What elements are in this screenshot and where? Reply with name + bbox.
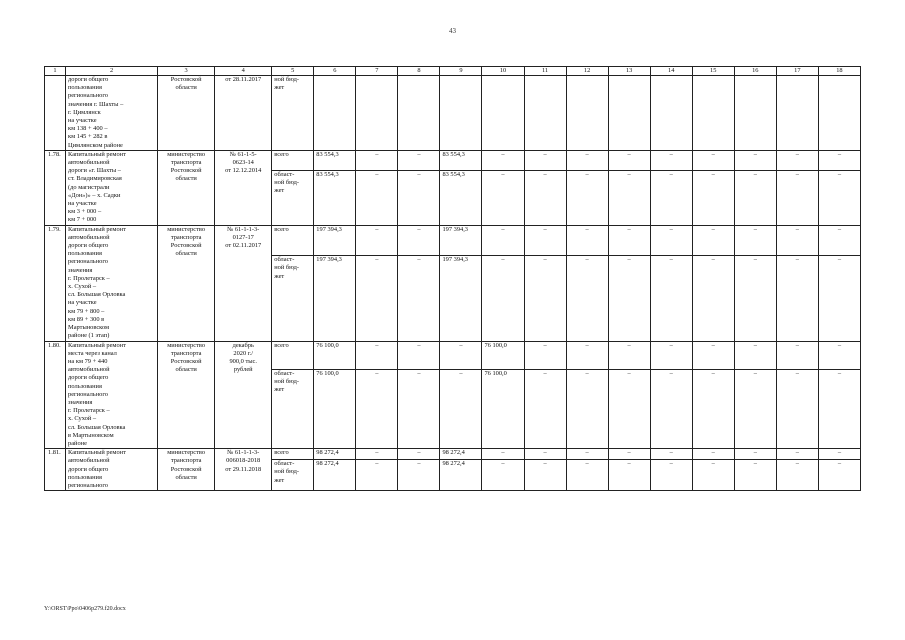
funding-source: всего [272, 341, 314, 369]
column-header-10: 10 [482, 67, 524, 76]
amount-cell-col-15: – [692, 150, 734, 170]
amount-cell-col-6: 83 554,3 [314, 170, 356, 225]
amount-cell-col-12: – [566, 460, 608, 491]
amount-cell-col-18: – [818, 225, 860, 256]
amount-cell-col-11: – [524, 341, 566, 369]
amount-cell-col-8: – [398, 369, 440, 448]
object-name: Капитальный ремонт места через канал на км 79 + 440 автомобильной дороги общего пользования регионального значения г. Пролетарск – х. Сухой – сл. Большая Орловка в Мартыновском районе [66, 341, 158, 449]
amount-cell-col-6: 197 394,3 [314, 256, 356, 341]
column-header-8: 8 [398, 67, 440, 76]
amount-cell-col-6 [314, 76, 356, 151]
amount-cell-col-14: – [650, 150, 692, 170]
funding-source: област- ной бюд- жет [272, 369, 314, 448]
amount-cell-col-14: – [650, 225, 692, 256]
amount-cell-col-14: – [650, 341, 692, 369]
amount-cell-col-10: 76 100,0 [482, 369, 524, 448]
amount-cell-col-11: – [524, 369, 566, 448]
column-header-15: 15 [692, 67, 734, 76]
program-table [44, 66, 861, 491]
amount-cell-col-12: – [566, 225, 608, 256]
amount-cell-col-10: – [482, 150, 524, 170]
funding-source: област- ной бюд- жет [272, 460, 314, 491]
amount-cell-col-12: – [566, 150, 608, 170]
column-header-6: 6 [314, 67, 356, 76]
amount-cell-col-10: – [482, 449, 524, 460]
amount-cell-col-6: 98 272,4 [314, 460, 356, 491]
column-header-18: 18 [818, 67, 860, 76]
page-number: 43 [449, 27, 456, 35]
object-name: Капитальный ремонт автомобильной дороги общего пользования регионального [66, 449, 158, 491]
amount-cell-col-13: – [608, 341, 650, 369]
amount-cell-col-8: – [398, 460, 440, 491]
amount-cell-col-14: – [650, 369, 692, 448]
amount-cell-col-7 [356, 76, 398, 151]
amount-cell-col-16: – [734, 341, 776, 369]
amount-cell-col-11: – [524, 460, 566, 491]
amount-cell-col-16: – [734, 460, 776, 491]
amount-cell-col-15: – [692, 225, 734, 256]
row-number: 1.78. [45, 150, 66, 225]
column-header-4: 4 [215, 67, 272, 76]
amount-cell-col-7: – [356, 369, 398, 448]
amount-cell-col-10: – [482, 225, 524, 256]
amount-cell-col-17: – [776, 170, 818, 225]
amount-cell-col-11: – [524, 225, 566, 256]
amount-cell-col-16: – [734, 256, 776, 341]
amount-cell-col-13 [608, 76, 650, 151]
customer-org: министерство транспорта Ростовской области [158, 225, 215, 341]
amount-cell-col-16: – [734, 369, 776, 448]
amount-cell-col-12: – [566, 256, 608, 341]
amount-cell-col-13: – [608, 256, 650, 341]
amount-cell-col-15: – [692, 449, 734, 460]
amount-cell-col-13: – [608, 225, 650, 256]
table-row [45, 76, 861, 151]
amount-cell-col-7: – [356, 170, 398, 225]
row-number: 1.79. [45, 225, 66, 341]
column-header-16: 16 [734, 67, 776, 76]
amount-cell-col-8: – [398, 170, 440, 225]
amount-cell-col-9: – [440, 341, 482, 369]
amount-cell-col-17: – [776, 225, 818, 256]
amount-cell-col-18 [818, 76, 860, 151]
amount-cell-col-14: – [650, 256, 692, 341]
funding-source: област- ной бюд- жет [272, 170, 314, 225]
amount-cell-col-7: – [356, 341, 398, 369]
file-path-footer: Y:\ORST\Ppo\0406p279.f20.docx [44, 606, 126, 612]
row-number: 1.80. [45, 341, 66, 449]
program-table-container[interactable] [44, 66, 861, 601]
amount-cell-col-11: – [524, 256, 566, 341]
amount-cell-col-7: – [356, 449, 398, 460]
amount-cell-col-8 [398, 76, 440, 151]
column-header-13: 13 [608, 67, 650, 76]
amount-cell-col-18: – [818, 460, 860, 491]
amount-cell-col-7: – [356, 460, 398, 491]
funding-source: всего [272, 449, 314, 460]
funding-source: област- ной бюд- жет [272, 256, 314, 341]
design-estimate-doc: от 28.11.2017 [215, 76, 272, 151]
amount-cell-col-14 [650, 76, 692, 151]
customer-org: министерство транспорта Ростовской области [158, 150, 215, 225]
amount-cell-col-16: – [734, 225, 776, 256]
column-header-12: 12 [566, 67, 608, 76]
funding-source: всего [272, 150, 314, 170]
amount-cell-col-17: – [776, 460, 818, 491]
amount-cell-col-13: – [608, 460, 650, 491]
amount-cell-col-11: – [524, 170, 566, 225]
amount-cell-col-18: – [818, 256, 860, 341]
amount-cell-col-9: 98 272,4 [440, 449, 482, 460]
column-header-17: 17 [776, 67, 818, 76]
amount-cell-col-7: – [356, 225, 398, 256]
design-estimate-doc: № 61-1-1-3- 0127-17 от 02.11.2017 [215, 225, 272, 341]
amount-cell-col-17: – [776, 256, 818, 341]
amount-cell-col-12 [566, 76, 608, 151]
amount-cell-col-9: 83 554,3 [440, 170, 482, 225]
amount-cell-col-18: – [818, 170, 860, 225]
amount-cell-col-10: – [482, 256, 524, 341]
design-estimate-doc: № 61-1-1-3- 006018-2018 от 29.11.2018 [215, 449, 272, 491]
amount-cell-col-11: – [524, 150, 566, 170]
amount-cell-col-9 [440, 76, 482, 151]
table-row [45, 150, 861, 170]
object-name: Капитальный ремонт автомобильной дороги общего пользования регионального значения г. Пролетарск – х. Сухой – сл. Большая Орловка на участке км 79 + 800 – км 89 + 300 в Мартыновском районе (1 этап) [66, 225, 158, 341]
amount-cell-col-9: 197 394,3 [440, 225, 482, 256]
funding-source: ной бюд- жет [272, 76, 314, 151]
column-header-1: 1 [45, 67, 66, 76]
amount-cell-col-15: – [692, 369, 734, 448]
amount-cell-col-12: – [566, 170, 608, 225]
design-estimate-doc: № 61-1-5- 0623-14 от 12.12.2014 [215, 150, 272, 225]
amount-cell-col-17: – [776, 341, 818, 369]
amount-cell-col-17: – [776, 369, 818, 448]
amount-cell-col-12: – [566, 449, 608, 460]
amount-cell-col-13: – [608, 369, 650, 448]
column-header-3: 3 [158, 67, 215, 76]
amount-cell-col-15: – [692, 460, 734, 491]
amount-cell-col-11: – [524, 449, 566, 460]
design-estimate-doc: декабрь 2020 г./ 900,0 тыс. рублей [215, 341, 272, 449]
header-row [45, 67, 861, 76]
amount-cell-col-17 [776, 76, 818, 151]
amount-cell-col-16 [734, 76, 776, 151]
amount-cell-col-6: 83 554,3 [314, 150, 356, 170]
amount-cell-col-17: – [776, 150, 818, 170]
amount-cell-col-18: – [818, 369, 860, 448]
amount-cell-col-13: – [608, 170, 650, 225]
object-name: Капитальный ремонт автомобильной дороги «г. Шахты – ст. Владимировская (до магистрали «Дон»)» – х. Садки на участке км 3 + 000 – км 7 + 000 [66, 150, 158, 225]
amount-cell-col-10: 76 100,0 [482, 341, 524, 369]
amount-cell-col-15: – [692, 341, 734, 369]
amount-cell-col-10: – [482, 170, 524, 225]
amount-cell-col-8: – [398, 341, 440, 369]
amount-cell-col-13: – [608, 449, 650, 460]
amount-cell-col-6: 197 394,3 [314, 225, 356, 256]
column-header-11: 11 [524, 67, 566, 76]
amount-cell-col-14: – [650, 460, 692, 491]
amount-cell-col-6: 76 100,0 [314, 341, 356, 369]
amount-cell-col-18: – [818, 150, 860, 170]
amount-cell-col-18: – [818, 341, 860, 369]
funding-source: всего [272, 225, 314, 256]
amount-cell-col-8: – [398, 256, 440, 341]
object-name: дороги общего пользования регионального значения г. Шахты – г. Цимлянск на участке км 138 + 400 – км 145 + 282 в Цимлянском районе [66, 76, 158, 151]
customer-org: министерство транспорта Ростовской области [158, 341, 215, 449]
table-row [45, 341, 861, 369]
amount-cell-col-14: – [650, 170, 692, 225]
column-header-9: 9 [440, 67, 482, 76]
amount-cell-col-11 [524, 76, 566, 151]
column-header-2: 2 [66, 67, 158, 76]
amount-cell-col-6: 76 100,0 [314, 369, 356, 448]
amount-cell-col-9: – [440, 369, 482, 448]
amount-cell-col-12: – [566, 369, 608, 448]
table-body [45, 76, 861, 491]
amount-cell-col-10 [482, 76, 524, 151]
amount-cell-col-17: – [776, 449, 818, 460]
amount-cell-col-15 [692, 76, 734, 151]
column-header-5: 5 [272, 67, 314, 76]
table-row [45, 225, 861, 256]
row-number [45, 76, 66, 151]
amount-cell-col-16: – [734, 150, 776, 170]
amount-cell-col-8: – [398, 225, 440, 256]
column-header-14: 14 [650, 67, 692, 76]
amount-cell-col-7: – [356, 150, 398, 170]
amount-cell-col-9: 98 272,4 [440, 460, 482, 491]
amount-cell-col-15: – [692, 170, 734, 225]
customer-org: Ростовской области [158, 76, 215, 151]
amount-cell-col-13: – [608, 150, 650, 170]
amount-cell-col-16: – [734, 170, 776, 225]
amount-cell-col-16: – [734, 449, 776, 460]
table-row [45, 449, 861, 460]
amount-cell-col-9: 197 394,3 [440, 256, 482, 341]
amount-cell-col-6: 98 272,4 [314, 449, 356, 460]
amount-cell-col-12: – [566, 341, 608, 369]
amount-cell-col-9: 83 554,3 [440, 150, 482, 170]
amount-cell-col-14: – [650, 449, 692, 460]
amount-cell-col-8: – [398, 449, 440, 460]
amount-cell-col-8: – [398, 150, 440, 170]
amount-cell-col-7: – [356, 256, 398, 341]
row-number: 1.81. [45, 449, 66, 491]
column-header-7: 7 [356, 67, 398, 76]
amount-cell-col-18: – [818, 449, 860, 460]
customer-org: министерство транспорта Ростовской области [158, 449, 215, 491]
amount-cell-col-15: – [692, 256, 734, 341]
amount-cell-col-10: – [482, 460, 524, 491]
